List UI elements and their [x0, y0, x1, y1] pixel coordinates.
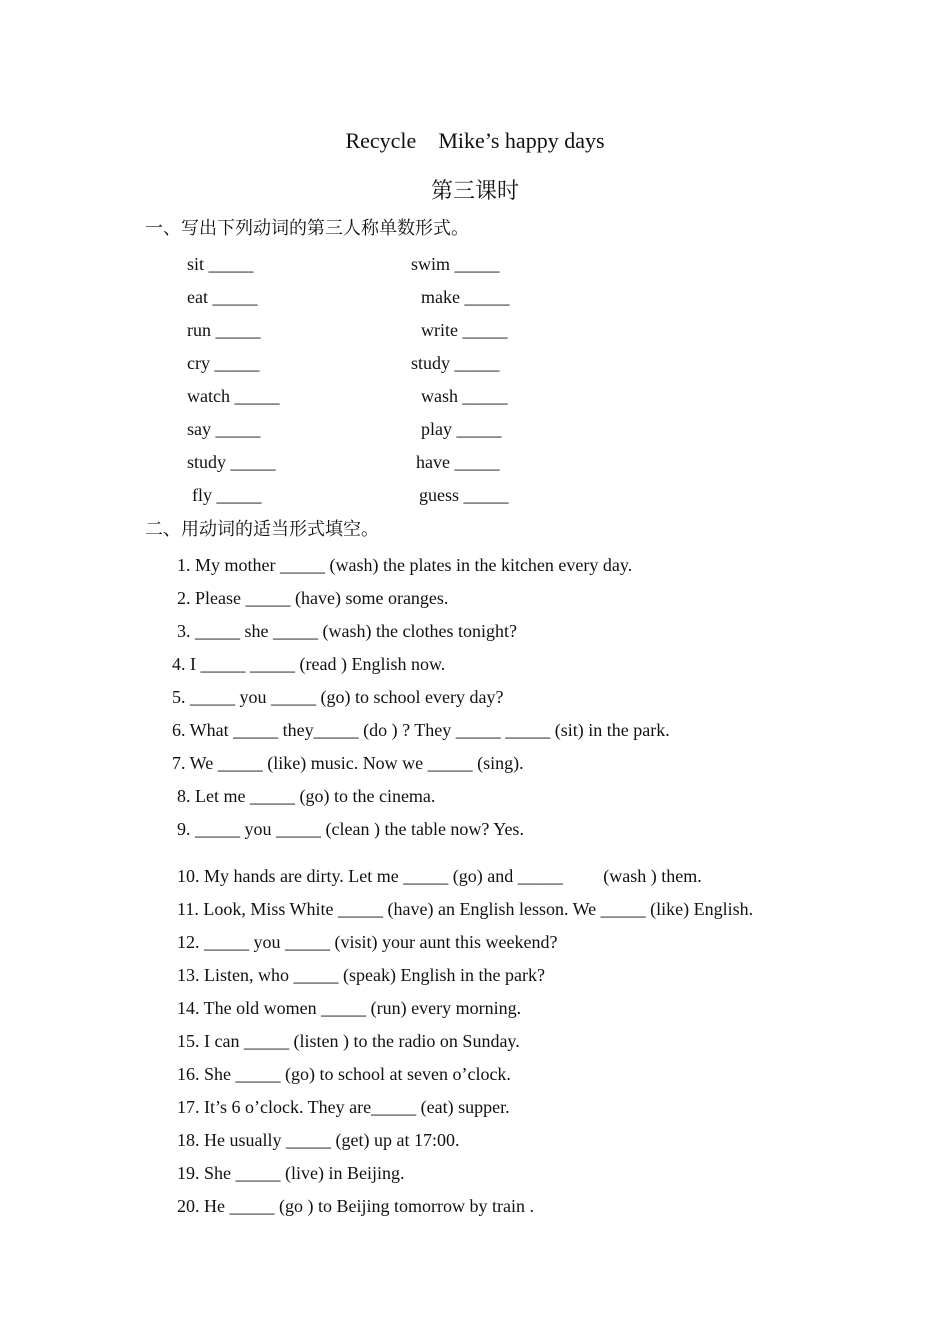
- exercise-item: 6. What _____ they_____ (do ) ? They _____ _____ (sit) in the park.: [172, 720, 670, 740]
- exercise-item: 10. My hands are dirty. Let me _____ (go) and _____ (wash ) them.: [177, 866, 702, 886]
- verb-right: study _____: [411, 353, 500, 373]
- lesson-subtitle: 第三课时: [430, 178, 519, 203]
- exercise-item: 11. Look, Miss White _____ (have) an English lesson. We _____ (like) English.: [177, 899, 754, 919]
- verb-left: study _____: [187, 452, 276, 472]
- exercise-item: 20. He _____ (go ) to Beijing tomorrow by train .: [177, 1196, 534, 1216]
- verb-right: write _____: [421, 320, 508, 340]
- exercise-item: 16. She _____ (go) to school at seven o’clock.: [177, 1064, 511, 1084]
- section1-heading: 一、写出下列动词的第三人称单数形式。: [145, 218, 469, 238]
- exercise-item: 18. He usually _____ (get) up at 17:00.: [177, 1130, 460, 1150]
- exercise-item: 5. _____ you _____ (go) to school every day?: [172, 687, 504, 707]
- verb-left: eat _____: [187, 287, 258, 307]
- exercise-item: 8. Let me _____ (go) to the cinema.: [177, 786, 436, 806]
- verb-right: swim _____: [411, 254, 500, 274]
- verb-right: wash _____: [421, 386, 508, 406]
- section2-heading: 二、用动词的适当形式填空。: [145, 519, 379, 539]
- verb-left: sit _____: [187, 254, 254, 274]
- exercise-item: 19. She _____ (live) in Beijing.: [177, 1163, 405, 1183]
- verb-left: watch _____: [187, 386, 280, 406]
- exercise-item: 3. _____ she _____ (wash) the clothes tonight?: [177, 621, 517, 641]
- verb-right: have _____: [416, 452, 500, 472]
- exercise-item: 14. The old women _____ (run) every morning.: [177, 998, 522, 1018]
- verb-right: make _____: [421, 287, 510, 307]
- exercise-item: 4. I _____ _____ (read ) English now.: [172, 654, 446, 674]
- exercise-item: 9. _____ you _____ (clean ) the table now? Yes.: [177, 819, 524, 839]
- verb-left: say _____: [187, 419, 261, 439]
- exercise-item: 1. My mother _____ (wash) the plates in the kitchen every day.: [177, 555, 633, 575]
- exercise-item: 15. I can _____ (listen ) to the radio on Sunday.: [177, 1031, 520, 1051]
- verb-left: cry _____: [187, 353, 260, 373]
- page-title: Recycle Mike’s happy days: [345, 128, 605, 153]
- exercise-item: 13. Listen, who _____ (speak) English in the park?: [177, 965, 545, 985]
- verb-right: play _____: [421, 419, 502, 439]
- verb-left: fly _____: [192, 485, 262, 505]
- verb-left: run _____: [187, 320, 261, 340]
- verb-right: guess _____: [419, 485, 509, 505]
- exercise-item: 12. _____ you _____ (visit) your aunt this weekend?: [177, 932, 558, 952]
- exercise-item: 2. Please _____ (have) some oranges.: [177, 588, 449, 608]
- exercise-item: 7. We _____ (like) music. Now we _____ (sing).: [172, 753, 524, 773]
- exercise-item: 17. It’s 6 o’clock. They are_____ (eat) supper.: [177, 1097, 510, 1117]
